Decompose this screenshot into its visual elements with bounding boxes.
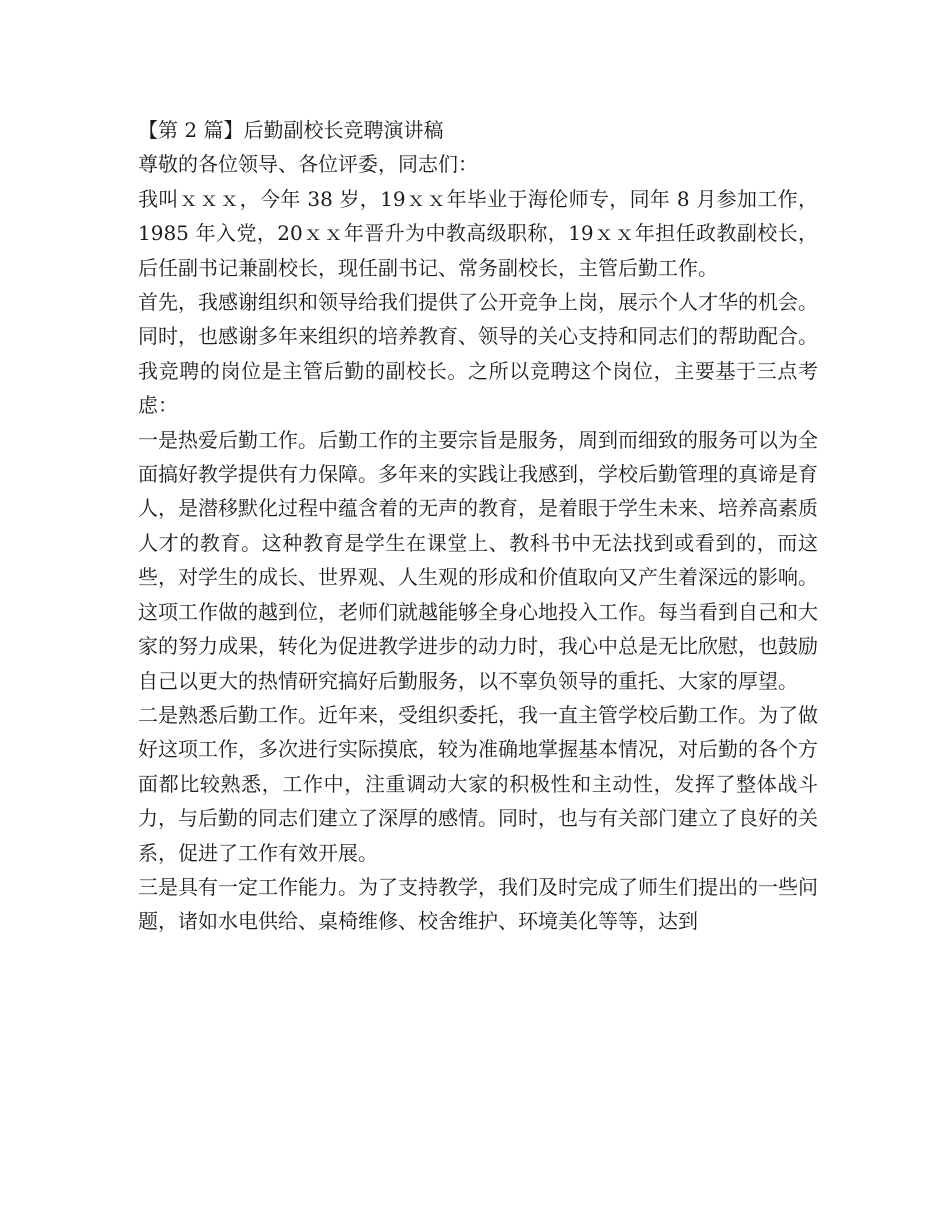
document-body [138,113,818,939]
paragraph-thanks: 首先，我感谢组织和领导给我们提供了公开竞争上岗，展示个人才华的机会。同时，也感谢多年来组织的培养教育、领导的关心支持和同志们的帮助配合。 [138,290,818,349]
paragraph-position: 我竞聘的岗位是主管后勤的副校长。之所以竞聘这个岗位，主要基于三点考虑： [138,358,818,418]
salutation: 尊敬的各位领导、各位评委，同志们： [138,152,478,177]
paragraph-point-two: 二是熟悉后勤工作。近年来，受组织委托，我一直主管学校后勤工作。为了做好这项工作，多次进行实际摸底，较为准确地掌握基本情况，对后勤的各个方面都比较熟悉，工作中，注重调动大家的积极性和主动性，发挥了整体战斗力，与后勤的同志们建立了深厚的感情。同时，也与有关部门建立了良好的关系，促进了工作有效开展。 [138,702,818,865]
paragraph-point-one: 一是热爱后勤工作。后勤工作的主要宗旨是服务，周到而细致的服务可以为全面搞好教学提供有力保障。多年来的实践让我感到，学校后勤管理的真谛是育人，是潜移默化过程中蕴含着的无声的教育，是着眼于学生未来、培养高素质人才的教育。这种教育是学生在课堂上、教科书中无法找到或看到的，而这些，对学生的成长、世界观、人生观的形成和价值取向又产生着深远的影响。这项工作做的越到位，老师们就越能够全身心地投入工作。每当看到自己和大家的努力成果，转化为促进教学进步的动力时，我心中总是无比欣慰，也鼓励自己以更大的热情研究搞好后勤服务，以不辜负领导的重托、大家的厚望。 [138,427,818,693]
document-title: 【第 2 篇】后勤副校长竞聘演讲稿 [138,118,444,142]
paragraph-introduction: 我叫ｘｘｘ，今年 38 岁，19ｘｘ年毕业于海伦师专，同年 8 月参加工作，1985 年入党，20ｘｘ年晋升为中教高级职称，19ｘｘ年担任政教副校长，后任副书记兼副校长，现任副书记、常务副校长，主管后勤工作。 [138,186,818,280]
paragraph-point-three: 三是具有一定工作能力。为了支持教学，我们及时完成了师生们提出的一些问题，诸如水电供给、桌椅维修、校舍维护、环境美化等等，达到 [138,874,818,934]
